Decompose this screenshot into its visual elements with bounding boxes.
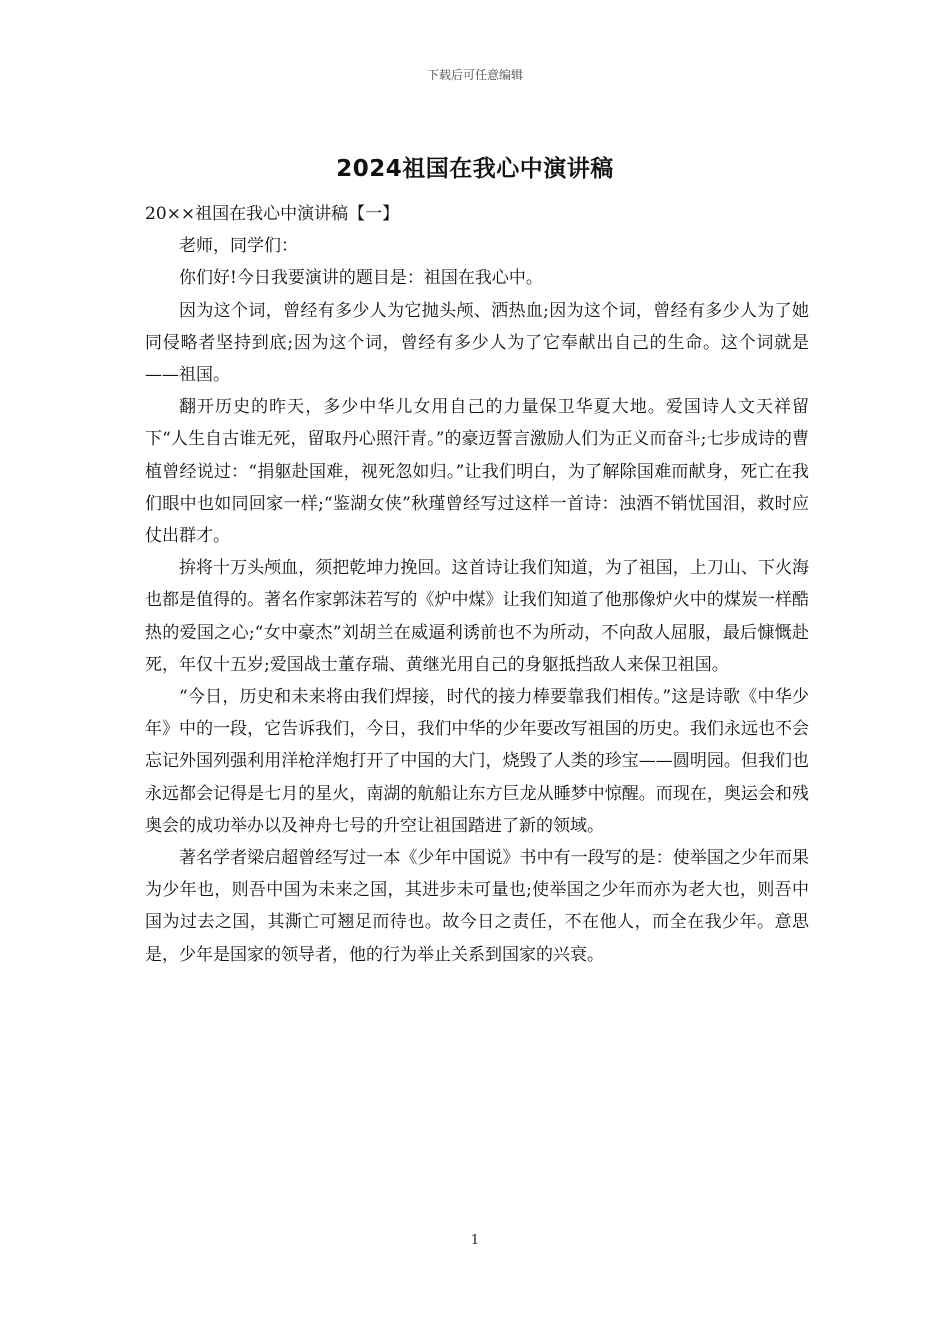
body-paragraph: 拚将十万头颅血，须把乾坤力挽回。这首诗让我们知道，为了祖国，上刀山、下火海也都是值得的。著名作家郭沫若写的《炉中煤》让我们知道了他那像炉火中的煤炭一样酷热的爱国之心;“女中豪杰”刘胡兰在威逼利诱前也不为所动，不向敌人屈服，最后慷慨赴死，年仅十五岁;爱国战士董存瑞、黄继光用自己的身躯抵挡敌人来保卫祖国。 — [145, 558, 809, 675]
section-heading: 20××祖国在我心中演讲稿【一】 — [145, 204, 400, 224]
body-paragraph: 著名学者梁启超曾经写过一本《少年中国说》书中有一段写的是：使举国之少年而果为少年也，则吾中国为未来之国，其进步未可量也;使举国之少年而亦为老大也，则吾中国为过去之国，其澌亡可翘足而待也。故今日之责任，不在他人，而全在我少年。意思是，少年是国家的领导者，他的行为举止关系到国家的兴衰。 — [145, 848, 809, 965]
document-body — [145, 198, 809, 971]
header-note: 下载后可任意编辑 — [426, 68, 523, 82]
body-paragraph: 翻开历史的昨天，多少中华儿女用自己的力量保卫华夏大地。爱国诗人文天祥留下“人生自古谁无死，留取丹心照汗青。”的豪迈誓言激励人们为正义而奋斗;七步成诗的曹植曾经说过：“捐躯赴国难，视死忽如归。”让我们明白，为了解除国难而献身，死亡在我们眼中也如同回家一样;“鉴湖女侠”秋瑾曾经写过这样一首诗：浊酒不销忧国泪，救时应仗出群才。 — [145, 397, 809, 547]
document-title: 2024祖国在我心中演讲稿 — [336, 156, 614, 182]
page-number: 1 — [470, 1233, 480, 1248]
body-paragraph: 你们好!今日我要演讲的题目是：祖国在我心中。 — [179, 268, 543, 289]
body-paragraph: “今日，历史和未来将由我们焊接，时代的接力棒要靠我们相传。”这是诗歌《中华少年》中的一段，它告诉我们，今日，我们中华的少年要改写祖国的历史。我们永远也不会忘记外国列强利用洋枪洋炮打开了中国的大门，烧毁了人类的珍宝——圆明园。但我们也永远都会记得是七月的星火，南湖的航船让东方巨龙从睡梦中惊醒。而现在，奥运会和残奥会的成功举办以及神舟七号的升空让祖国踏进了新的领域。 — [145, 687, 809, 836]
salutation: 老师，同学们： — [179, 236, 298, 257]
body-paragraph: 因为这个词，曾经有多少人为它抛头颅、洒热血;因为这个词，曾经有多少人为了她同侵略者坚持到底;因为这个词，曾经有多少人为了它奉献出自己的生命。这个词就是——祖国。 — [145, 300, 809, 386]
